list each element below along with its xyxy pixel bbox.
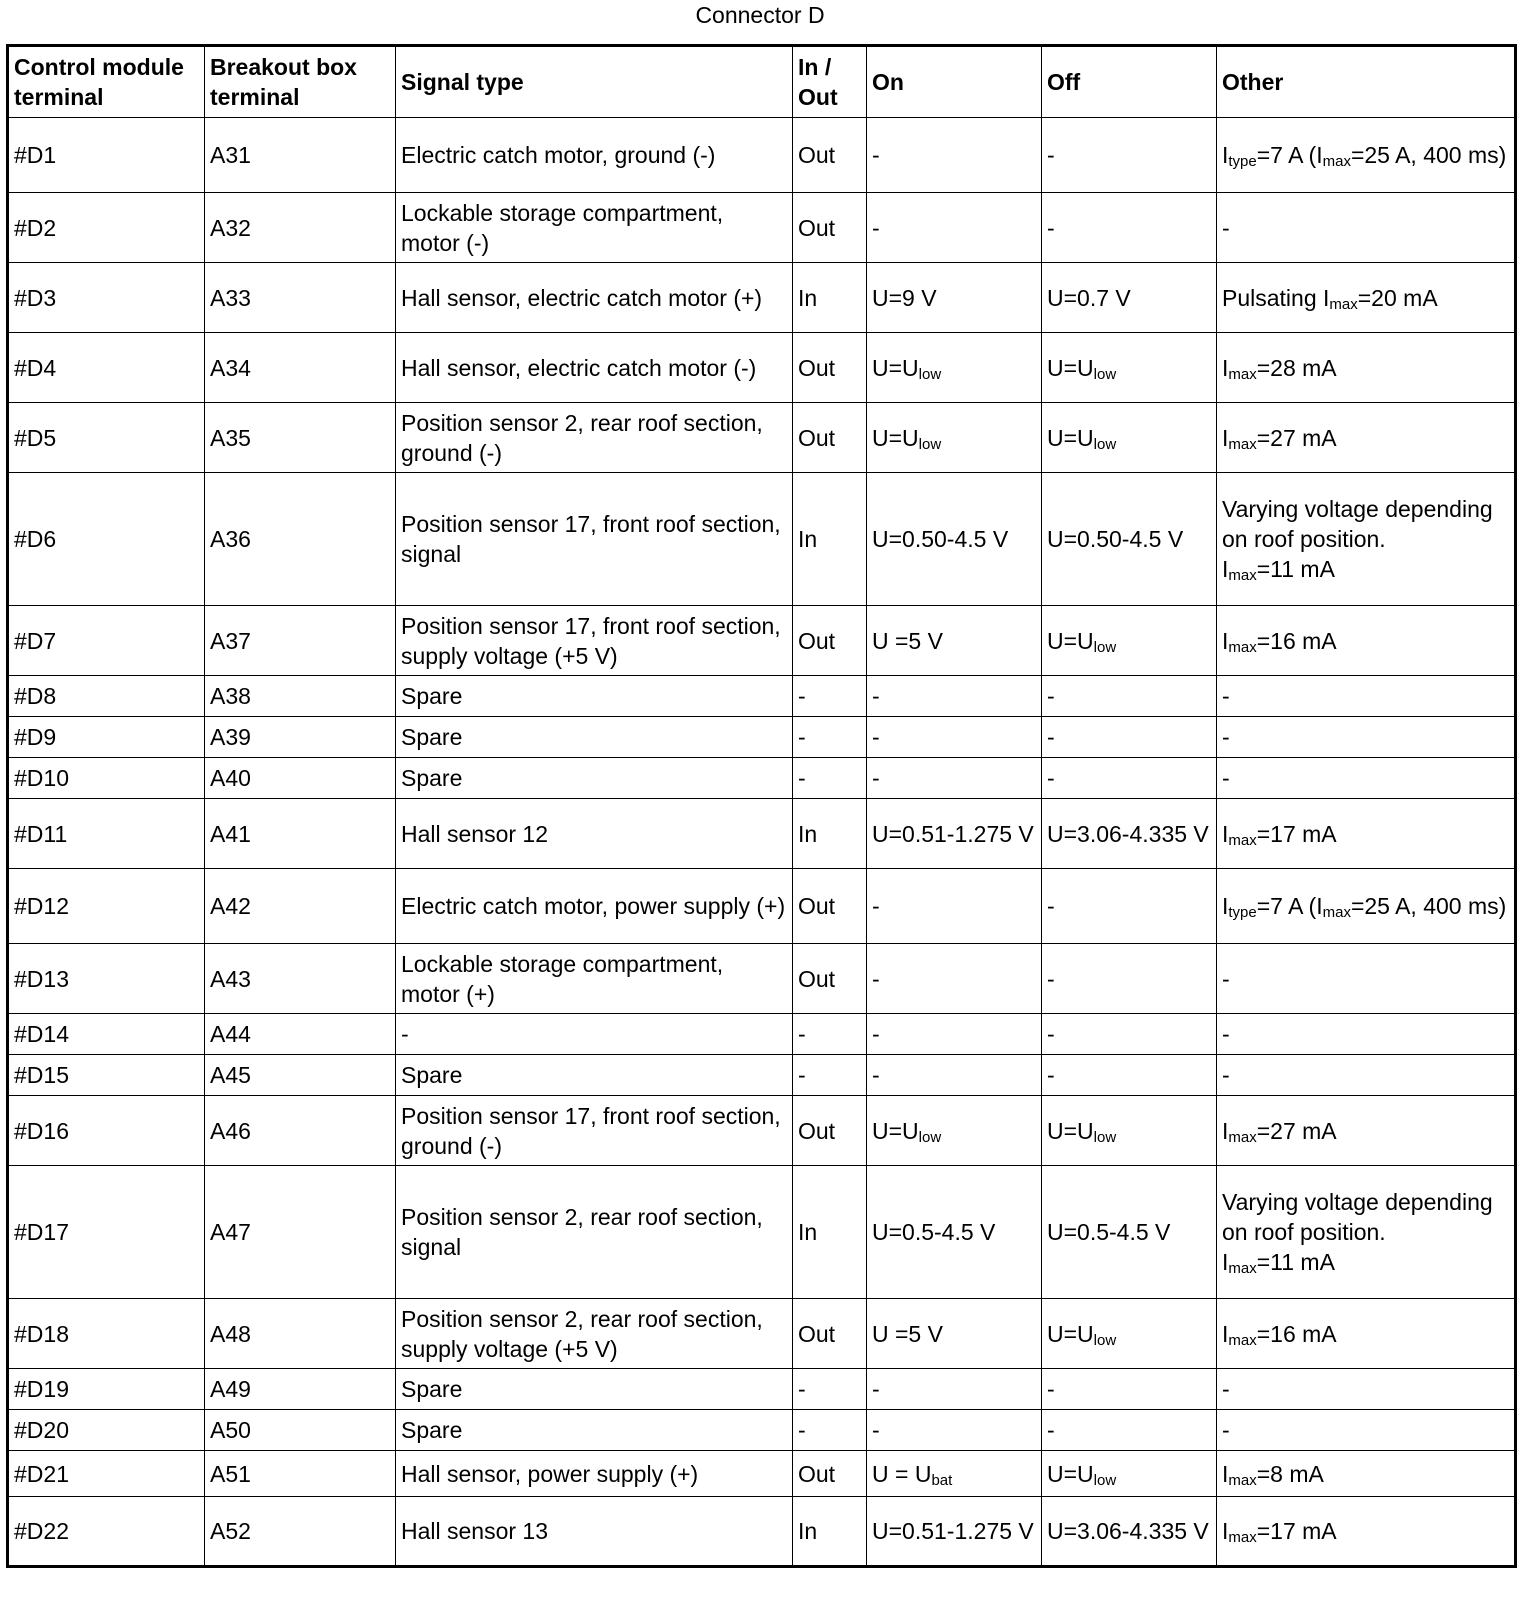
in-out-cell: Out	[793, 1451, 867, 1497]
terminal-cell: #D16	[8, 1096, 205, 1166]
on-cell: -	[867, 1369, 1042, 1410]
header-row	[8, 46, 1516, 118]
signal-type-cell: Hall sensor, power supply (+)	[396, 1451, 793, 1497]
breakout-cell: A43	[205, 944, 396, 1014]
in-out-cell: -	[793, 758, 867, 799]
other-cell: -	[1217, 1369, 1516, 1410]
in-out-cell: Out	[793, 1096, 867, 1166]
breakout-cell: A33	[205, 263, 396, 333]
signal-type-cell: Hall sensor, electric catch motor (-)	[396, 333, 793, 403]
other-cell: -	[1217, 676, 1516, 717]
table-row	[8, 1014, 1516, 1055]
connector-table	[6, 44, 1517, 1568]
other-cell: -	[1217, 1410, 1516, 1451]
breakout-cell: A48	[205, 1299, 396, 1369]
signal-type-cell: Hall sensor 13	[396, 1497, 793, 1567]
in-out-cell: In	[793, 1166, 867, 1299]
signal-type-cell: Spare	[396, 1410, 793, 1451]
in-out-cell: -	[793, 1014, 867, 1055]
table-row	[8, 717, 1516, 758]
terminal-cell: #D22	[8, 1497, 205, 1567]
breakout-cell: A41	[205, 799, 396, 869]
breakout-cell: A36	[205, 473, 396, 606]
table-row	[8, 1497, 1516, 1567]
in-out-cell: -	[793, 676, 867, 717]
other-cell: -	[1217, 717, 1516, 758]
terminal-cell: #D7	[8, 606, 205, 676]
off-cell: U=0.50-4.5 V	[1042, 473, 1217, 606]
signal-type-cell: Spare	[396, 758, 793, 799]
table-row	[8, 758, 1516, 799]
terminal-cell: #D13	[8, 944, 205, 1014]
table-body	[8, 118, 1516, 1567]
breakout-cell: A50	[205, 1410, 396, 1451]
other-cell: $I_{max}=16$ mA	[1217, 1299, 1516, 1369]
table-row	[8, 1055, 1516, 1096]
in-out-cell: In	[793, 799, 867, 869]
on-cell: -	[867, 758, 1042, 799]
terminal-cell: #D21	[8, 1451, 205, 1497]
breakout-cell: A32	[205, 193, 396, 263]
in-out-cell: Out	[793, 333, 867, 403]
other-cell: $I_{max}=28$ mA	[1217, 333, 1516, 403]
table-row	[8, 676, 1516, 717]
breakout-cell: A39	[205, 717, 396, 758]
other-cell: -	[1217, 944, 1516, 1014]
off-cell: -	[1042, 944, 1217, 1014]
in-out-cell: Out	[793, 606, 867, 676]
terminal-cell: #D6	[8, 473, 205, 606]
breakout-cell: A40	[205, 758, 396, 799]
terminal-cell: #D19	[8, 1369, 205, 1410]
off-cell: U=0.7 V	[1042, 263, 1217, 333]
off-cell: -	[1042, 1014, 1217, 1055]
in-out-cell: Out	[793, 403, 867, 473]
terminal-cell: #D9	[8, 717, 205, 758]
terminal-cell: #D2	[8, 193, 205, 263]
signal-type-cell: Position sensor 17, front roof section, signal	[396, 473, 793, 606]
signal-type-cell: Position sensor 17, front roof section, supply voltage (+5 V)	[396, 606, 793, 676]
in-out-cell: Out	[793, 193, 867, 263]
on-cell: U=0.50-4.5 V	[867, 473, 1042, 606]
terminal-cell: #D15	[8, 1055, 205, 1096]
in-out-cell: Out	[793, 869, 867, 944]
off-cell: -	[1042, 1410, 1217, 1451]
terminal-cell: #D17	[8, 1166, 205, 1299]
on-cell: U=0.5-4.5 V	[867, 1166, 1042, 1299]
terminal-cell: #D10	[8, 758, 205, 799]
signal-type-cell: Spare	[396, 717, 793, 758]
header-on: On	[867, 46, 1042, 118]
on-cell: -	[867, 944, 1042, 1014]
in-out-cell: Out	[793, 118, 867, 193]
table-row	[8, 473, 1516, 606]
table-row	[8, 263, 1516, 333]
off-cell: $U=U_{low}$	[1042, 1451, 1217, 1497]
signal-type-cell: Position sensor 17, front roof section, ground (-)	[396, 1096, 793, 1166]
breakout-cell: A46	[205, 1096, 396, 1166]
other-cell: $I_{type}=7$ A ($I_{max}=25$ A, 400 ms)	[1217, 869, 1516, 944]
breakout-cell: A42	[205, 869, 396, 944]
in-out-cell: Out	[793, 1299, 867, 1369]
table-row	[8, 1299, 1516, 1369]
other-cell: Varying voltage depending on roof position. $I_{max}=11$ mA	[1217, 473, 1516, 606]
breakout-cell: A52	[205, 1497, 396, 1567]
header-in-out: In / Out	[793, 46, 867, 118]
other-cell: $I_{max}=27$ mA	[1217, 1096, 1516, 1166]
header-signal-type: Signal type	[396, 46, 793, 118]
on-cell: $U=U_{low}$	[867, 403, 1042, 473]
other-cell: $I_{max}=8$ mA	[1217, 1451, 1516, 1497]
table-row	[8, 193, 1516, 263]
signal-type-cell: Position sensor 2, rear roof section, ground (-)	[396, 403, 793, 473]
breakout-cell: A51	[205, 1451, 396, 1497]
on-cell: -	[867, 869, 1042, 944]
signal-type-cell: Hall sensor 12	[396, 799, 793, 869]
signal-type-cell: Spare	[396, 1055, 793, 1096]
off-cell: -	[1042, 676, 1217, 717]
header-control-module-terminal: Control module terminal	[8, 46, 205, 118]
header-breakout-box-terminal: Breakout box terminal	[205, 46, 396, 118]
table-row	[8, 1410, 1516, 1451]
breakout-cell: A34	[205, 333, 396, 403]
off-cell: -	[1042, 717, 1217, 758]
off-cell: U=0.5-4.5 V	[1042, 1166, 1217, 1299]
other-cell: $I_{max}=17$ mA	[1217, 799, 1516, 869]
other-cell: Pulsating $I_{max}=20$ mA	[1217, 263, 1516, 333]
on-cell: $U=U_{low}$	[867, 1096, 1042, 1166]
signal-type-cell: Electric catch motor, power supply (+)	[396, 869, 793, 944]
signal-type-cell: Hall sensor, electric catch motor (+)	[396, 263, 793, 333]
on-cell: U=0.51-1.275 V	[867, 799, 1042, 869]
in-out-cell: -	[793, 1055, 867, 1096]
on-cell: -	[867, 676, 1042, 717]
table-row	[8, 118, 1516, 193]
on-cell: -	[867, 1410, 1042, 1451]
signal-type-cell: Spare	[396, 1369, 793, 1410]
on-cell: $U=U_{low}$	[867, 333, 1042, 403]
table-row	[8, 1166, 1516, 1299]
breakout-cell: A38	[205, 676, 396, 717]
signal-type-cell: Electric catch motor, ground (-)	[396, 118, 793, 193]
off-cell: $U=U_{low}$	[1042, 1096, 1217, 1166]
terminal-cell: #D3	[8, 263, 205, 333]
in-out-cell: In	[793, 473, 867, 606]
in-out-cell: In	[793, 263, 867, 333]
other-cell: $I_{max}=16$ mA	[1217, 606, 1516, 676]
on-cell: U=0.51-1.275 V	[867, 1497, 1042, 1567]
terminal-cell: #D12	[8, 869, 205, 944]
breakout-cell: A45	[205, 1055, 396, 1096]
off-cell: U=3.06-4.335 V	[1042, 1497, 1217, 1567]
breakout-cell: A31	[205, 118, 396, 193]
on-cell: -	[867, 193, 1042, 263]
off-cell: -	[1042, 869, 1217, 944]
signal-type-cell: Position sensor 2, rear roof section, signal	[396, 1166, 793, 1299]
on-cell: $U = U_{bat}$	[867, 1451, 1042, 1497]
terminal-cell: #D20	[8, 1410, 205, 1451]
header-off: Off	[1042, 46, 1217, 118]
in-out-cell: Out	[793, 944, 867, 1014]
terminal-cell: #D4	[8, 333, 205, 403]
off-cell: -	[1042, 193, 1217, 263]
terminal-cell: #D1	[8, 118, 205, 193]
other-cell: -	[1217, 1055, 1516, 1096]
table-row	[8, 869, 1516, 944]
off-cell: $U=U_{low}$	[1042, 606, 1217, 676]
other-cell: Varying voltage depending on roof position. $I_{max}=11$ mA	[1217, 1166, 1516, 1299]
table-caption: Connector D	[695, 2, 825, 28]
other-cell: -	[1217, 193, 1516, 263]
table-row	[8, 799, 1516, 869]
terminal-cell: #D5	[8, 403, 205, 473]
table-row	[8, 606, 1516, 676]
signal-type-cell: Position sensor 2, rear roof section, supply voltage (+5 V)	[396, 1299, 793, 1369]
on-cell: -	[867, 717, 1042, 758]
off-cell: $U=U_{low}$	[1042, 1299, 1217, 1369]
signal-type-cell: -	[396, 1014, 793, 1055]
other-cell: $I_{max}=17$ mA	[1217, 1497, 1516, 1567]
signal-type-cell: Spare	[396, 676, 793, 717]
terminal-cell: #D18	[8, 1299, 205, 1369]
breakout-cell: A44	[205, 1014, 396, 1055]
on-cell: U=9 V	[867, 263, 1042, 333]
terminal-cell: #D14	[8, 1014, 205, 1055]
off-cell: -	[1042, 1055, 1217, 1096]
on-cell: U =5 V	[867, 606, 1042, 676]
terminal-cell: #D8	[8, 676, 205, 717]
breakout-cell: A49	[205, 1369, 396, 1410]
off-cell: -	[1042, 1369, 1217, 1410]
other-cell: $I_{max}=27$ mA	[1217, 403, 1516, 473]
off-cell: -	[1042, 118, 1217, 193]
header-other: Other	[1217, 46, 1516, 118]
in-out-cell: -	[793, 1369, 867, 1410]
breakout-cell: A47	[205, 1166, 396, 1299]
table-row	[8, 1451, 1516, 1497]
other-cell: $I_{type}=7$ A ($I_{max}=25$ A, 400 ms)	[1217, 118, 1516, 193]
table-row	[8, 944, 1516, 1014]
off-cell: $U=U_{low}$	[1042, 403, 1217, 473]
off-cell: $U=U_{low}$	[1042, 333, 1217, 403]
signal-type-cell: Lockable storage compartment, motor (+)	[396, 944, 793, 1014]
table-row	[8, 1096, 1516, 1166]
in-out-cell: -	[793, 1410, 867, 1451]
in-out-cell: -	[793, 717, 867, 758]
on-cell: -	[867, 1014, 1042, 1055]
off-cell: U=3.06-4.335 V	[1042, 799, 1217, 869]
signal-type-cell: Lockable storage compartment, motor (-)	[396, 193, 793, 263]
other-cell: -	[1217, 758, 1516, 799]
other-cell: -	[1217, 1014, 1516, 1055]
table-row	[8, 333, 1516, 403]
table-row	[8, 1369, 1516, 1410]
breakout-cell: A35	[205, 403, 396, 473]
on-cell: -	[867, 118, 1042, 193]
on-cell: U =5 V	[867, 1299, 1042, 1369]
terminal-cell: #D11	[8, 799, 205, 869]
off-cell: -	[1042, 758, 1217, 799]
table-row	[8, 403, 1516, 473]
on-cell: -	[867, 1055, 1042, 1096]
in-out-cell: In	[793, 1497, 867, 1567]
breakout-cell: A37	[205, 606, 396, 676]
